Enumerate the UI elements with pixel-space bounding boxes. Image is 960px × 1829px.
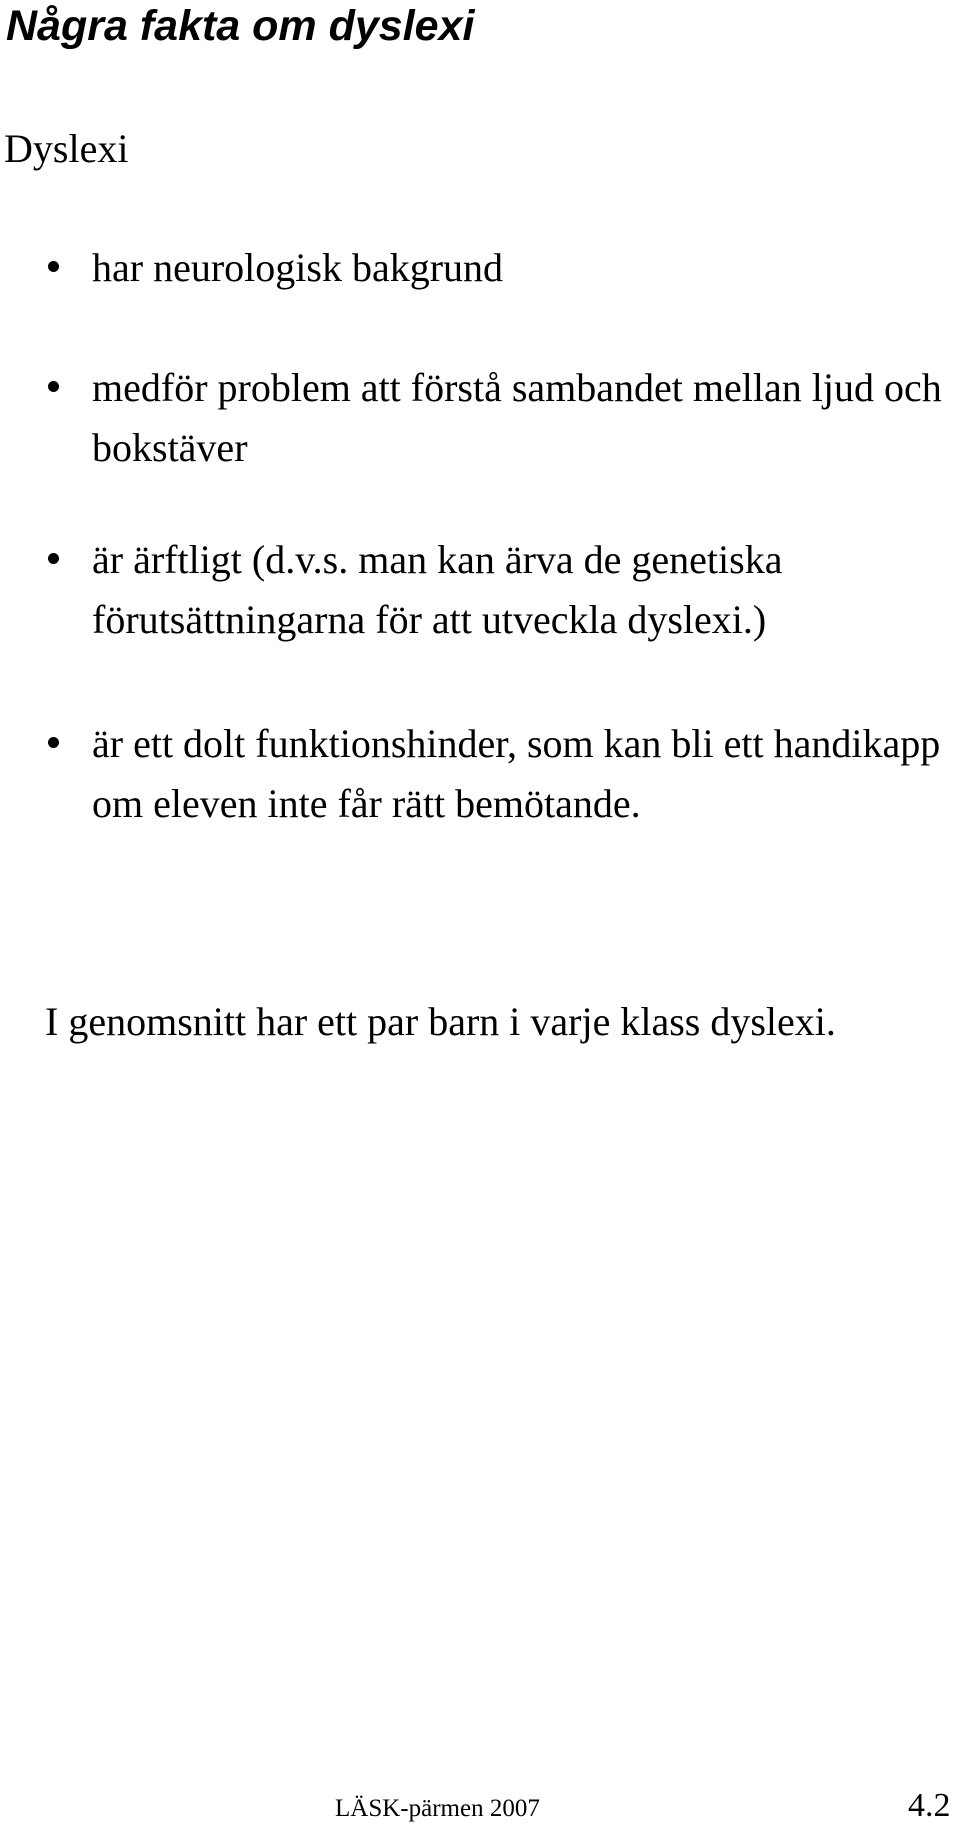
list-item-text: medför problem att förstå sambandet mellan ljud och bokstäver: [92, 365, 942, 470]
list-item-text: är ett dolt funktionshinder, som kan bli ett handikapp om eleven inte får rätt bemötande.: [92, 721, 941, 826]
section-subtitle: Dyslexi: [4, 126, 129, 171]
summary-paragraph: I genomsnitt har ett par barn i varje klass dyslexi.: [45, 999, 836, 1044]
bullet-icon: [48, 553, 59, 564]
bullet-icon: [48, 381, 59, 392]
list-item-text: är ärftligt (d.v.s. man kan ärva de genetiska förutsättningarna för att utveckla dyslexi.): [92, 537, 783, 642]
bullet-icon: [48, 737, 59, 748]
page-title: Några fakta om dyslexi: [6, 2, 475, 50]
list-item-text: har neurologisk bakgrund: [92, 245, 504, 290]
footer-label: LÄSK-pärmen 2007: [335, 1795, 540, 1822]
bullet-icon: [48, 261, 59, 272]
page-number: 4.2: [908, 1787, 951, 1824]
